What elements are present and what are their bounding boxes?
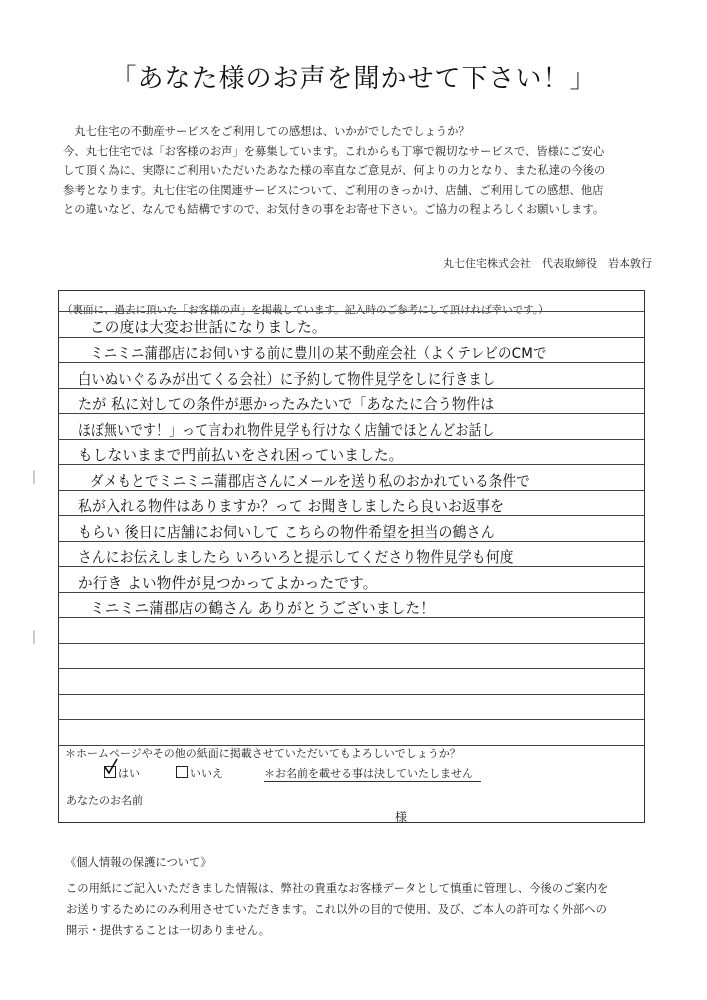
- rule-line: [58, 694, 645, 695]
- privacy-heading: 《個人情報の保護について》: [65, 856, 212, 869]
- rule-line: [58, 668, 645, 669]
- name-label: あなたのお名前: [66, 794, 143, 807]
- name-privacy-notice: ＊お名前を載せる事は決していたしません: [264, 765, 481, 782]
- rule-line: [58, 337, 645, 338]
- intro-line: 丸七住宅の不動産サービスをご利用しての感想は、いかがでしたでしょうか？: [74, 125, 470, 138]
- intro-text: [63, 122, 663, 220]
- consent-yes-option[interactable]: [104, 765, 140, 781]
- privacy-line: 開示・提供することは一切ありません。: [66, 924, 271, 937]
- form-title: 「あなた様のお声を聞かせて下さい！」: [110, 64, 597, 94]
- handwritten-line: さんにお伝えしましたら いろいろと提示してくださり物件見学も何度: [78, 549, 514, 566]
- reference-note: （裏面に、過去に頂いた「お客様の声」を掲載しています。記入時のご参考にして頂ければ幸いです。）: [62, 304, 549, 316]
- handwritten-line: か行き よい物件が見つかってよかったです。: [78, 575, 378, 592]
- handwritten-line: もしないままで門前払いをされ困っていました。: [78, 447, 404, 464]
- rule-line: [58, 643, 645, 644]
- handwritten-line: 私が入れる物件はありますか？って お聞きしましたら良いお返事を: [78, 498, 505, 515]
- consent-no-option[interactable]: [176, 765, 223, 781]
- honorific-sama: 様: [395, 810, 408, 824]
- rule-line: [58, 719, 645, 720]
- privacy-line: お送りするためにのみ利用させていただきます。これ以外の目的で使用、及び、ご本人の許可なく外部への: [66, 903, 607, 916]
- intro-line: 今、丸七住宅では「お客様のお声」を募集しています。これからも丁寧で親切なサービスで、皆様にご安心: [63, 144, 605, 158]
- no-checkbox[interactable]: [176, 766, 188, 778]
- handwritten-line: ほぼ無いです！」って言われ物件見学も行けなく店舗でほとんどお話し: [78, 422, 495, 439]
- privacy-text: [66, 878, 686, 941]
- company-signature: 丸七住宅株式会社 代表取締役 岩本敦行: [443, 257, 652, 270]
- yes-checkbox[interactable]: [104, 766, 116, 778]
- handwritten-line: この度は大変お世話になりました。: [90, 319, 327, 336]
- handwritten-line: ミニミニ蒲郡店にお伺いする前に豊川の某不動産会社（よくテレビのCMで: [90, 345, 547, 362]
- handwritten-line: 白いぬいぐるみが出てくる会社）に予約して物件見学をしに行きまし: [78, 371, 496, 388]
- no-label: いいえ: [190, 767, 223, 780]
- intro-line: して頂く為に、実際にご利用いただいたあなた様の率直なご意見が、何よりの力となり、また私達の今後の: [63, 164, 606, 178]
- yes-label: はい: [118, 767, 140, 780]
- intro-line: との違いなど、なんでも結構ですので、お気付きの事をお寄せ下さい。ご協力の程よろしくお願いします。: [63, 203, 605, 217]
- privacy-line: この用紙にご記入いただきました情報は、弊社の貴重なお客様データとして慎重に管理し、今後のご案内を: [66, 882, 609, 895]
- intro-line: 参考となります。丸七住宅の住関連サービスについて、ご利用のきっかけ、店舗、ご利用しての感想、他店: [63, 183, 604, 197]
- punch-mark: [33, 630, 35, 644]
- handwritten-line: ダメもとでミニミニ蒲郡店さんにメールを送り私のおかれている条件で: [90, 473, 531, 490]
- consent-question: ＊ホームページやその他の紙面に掲載させていただいてもよろしいでしょうか？: [65, 747, 461, 760]
- punch-mark: [33, 470, 35, 484]
- rule-line: [58, 311, 645, 312]
- handwritten-line: たが 私に対しての条件が悪かったみたいで「あなたに合う物件は: [78, 396, 495, 413]
- checkmark-icon: [103, 758, 119, 776]
- handwritten-line: ミニミニ蒲郡店の鶴さん ありがとうございました！: [90, 600, 436, 617]
- handwritten-line: もらい 後日に店舗にお伺いして こちらの物件希望を担当の鶴さん: [78, 524, 495, 541]
